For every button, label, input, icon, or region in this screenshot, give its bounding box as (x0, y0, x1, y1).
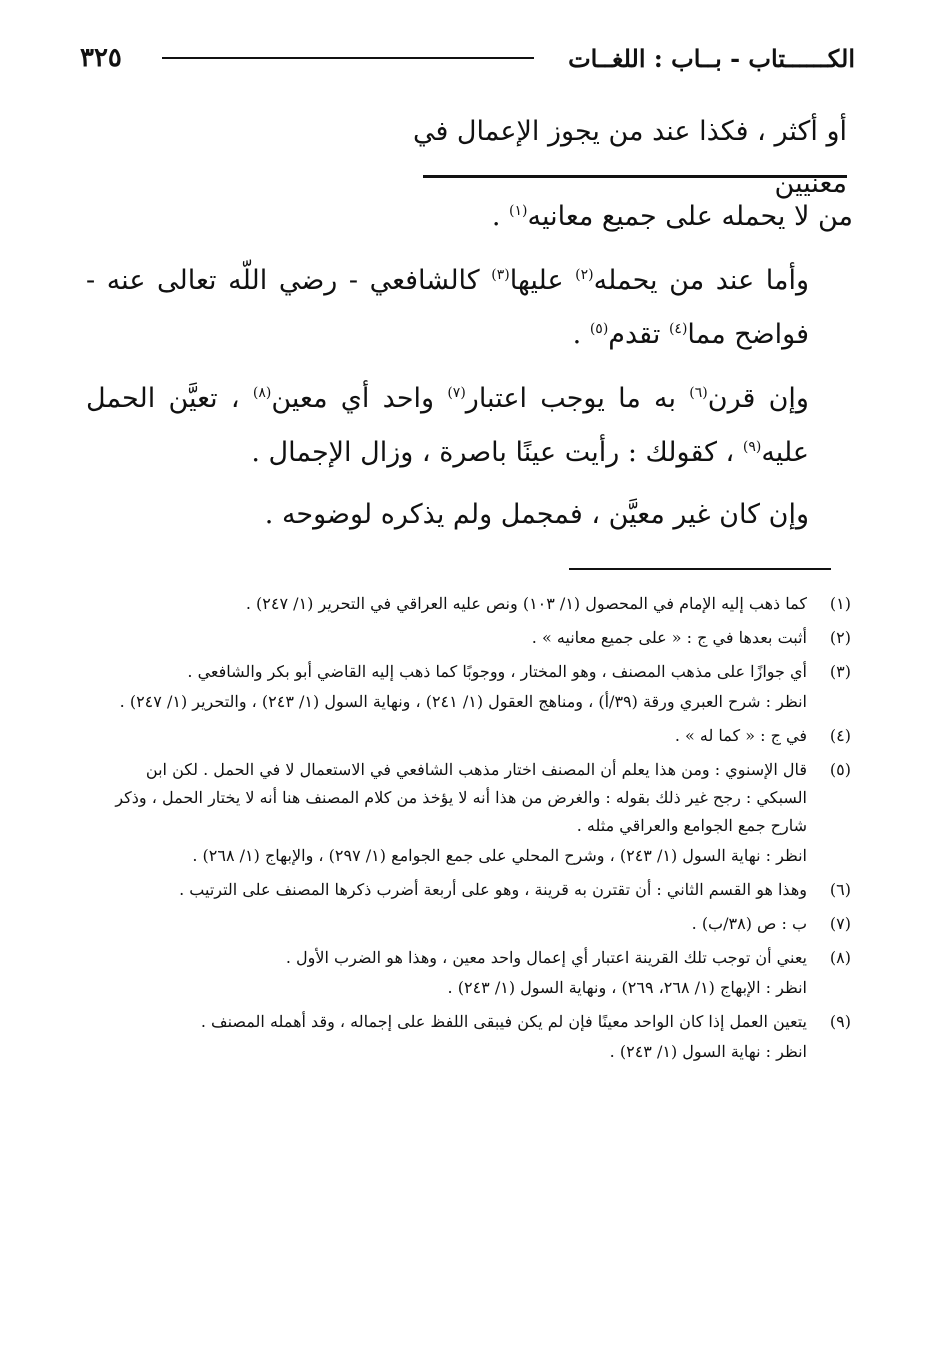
footnote-number: (٢) (829, 628, 851, 647)
footnote-text: أثبت بعدها في ج : « على جميع معانيه » . (531, 628, 807, 647)
footnote-ref-8[interactable]: (٨) (252, 385, 272, 401)
page-number: ٣٢٥ (80, 43, 122, 73)
footnote-ref-7[interactable]: (٧) (447, 385, 466, 401)
footnote-number: (٨) (829, 948, 851, 967)
footnote-ref-3[interactable]: (٣) (491, 267, 510, 283)
footnote-citation: انظر : نهاية السول (١/ ٢٤٣) . (609, 1042, 807, 1061)
footnote-number: (٣) (829, 662, 851, 681)
commentary-paragraph-1: من لا يحمله على جميع معانيه$^{(١)}$ . (491, 201, 853, 232)
page-header (80, 38, 855, 78)
footnote-number: (٥) (829, 760, 851, 779)
footnote-ref-6[interactable]: (٦) (689, 385, 708, 401)
footnote-7 (92, 910, 851, 938)
footnote-1 (92, 590, 851, 618)
footnote-text: قال الإسنوي : ومن هذا يعلم أن المصنف اختار مذهب الشافعي في الاستعمال لا في الحمل . لكن ابن السبكي : رجح غير ذلك بقوله : والغرض من هذا أنه لا يؤخذ من كلام المصنف هنا أنه لا يختار الحمل ، وذكر شارح جمع الجوامع والعراقي مثله . (115, 760, 807, 835)
footnote-text: أي جوازًا على مذهب المصنف ، وهو المختار ، ووجوبًا كما ذهب إليه القاضي أبو بكر والشافعي . (187, 662, 807, 681)
footnote-citation: انظر : شرح العبري ورقة (٣٩/أ) ، ومناهج العقول (١/ ٢٤١) ، ونهاية السول (١/ ٢٤٣) ، والتحرير (١/ ٢٤٧) . (119, 692, 807, 711)
running-title: الكــــــتاب - بــاب : اللغــات (568, 43, 855, 73)
commentary-paragraph-3: وإن قرن$^{(٦)}$ به ما يوجب اعتبار$^{(٧)}$ واحد أي معين$^{(٨)}$ ، تعيَّن الحمل عليه$^{(٩)}$ ، كقولك : رأيت عينًا باصرة ، وزال الإجمال . (86, 383, 809, 468)
footnote-number: (٤) (829, 726, 851, 745)
footnote-number: (٦) (829, 880, 851, 899)
footnote-ref-4[interactable]: (٤) (668, 321, 688, 337)
footnote-ref-2[interactable]: (٢) (575, 267, 594, 283)
footnote-9 (92, 1008, 851, 1066)
footnote-number: (٩) (829, 1012, 851, 1031)
commentary (86, 190, 853, 542)
footnote-6 (92, 876, 851, 904)
commentary-paragraph-4: وإن كان غير معيَّن ، فمجمل ولم يذكره لوضوحه . (264, 499, 809, 530)
header-rule (162, 57, 534, 59)
footnote-3 (92, 658, 851, 716)
footnote-4 (92, 722, 851, 750)
footnote-number: (٧) (829, 914, 851, 933)
commentary-paragraph-2: وأما عند من يحمله$^{(٢)}$ عليها$^{(٣)}$ كالشافعي - رضي اللّه تعالى عنه - فواضح مما$^{(٤)}$ تقدم$^{(٥)}$ . (86, 265, 809, 350)
footnote-citation: انظر : نهاية السول (١/ ٢٤٣) ، وشرح المحلي على جمع الجوامع (١/ ٢٩٧) ، والإبهاج (١/ ٢٦٨) . (192, 846, 807, 865)
footnote-text: ب : ص (٣٨/ب) . (691, 914, 807, 933)
matn-separator (423, 175, 847, 178)
footnote-ref-5[interactable]: (٥) (589, 321, 609, 337)
footnotes (92, 590, 851, 1072)
footnote-separator (569, 568, 831, 570)
footnote-5 (92, 756, 851, 870)
footnote-ref-9[interactable]: (٩) (742, 439, 762, 455)
footnote-2 (92, 624, 851, 652)
footnote-text: كما ذهب إليه الإمام في المحصول (١/ ١٠٣) ونص عليه العراقي في التحرير (١/ ٢٤٧) . (245, 594, 807, 613)
footnote-text: يتعين العمل إذا كان الواحد معينًا فإن لم يكن فيبقى اللفظ على إجماله ، وقد أهمله المصنف . (200, 1012, 807, 1031)
footnote-number: (١) (829, 594, 851, 613)
footnote-ref-1[interactable]: (١) (509, 203, 528, 219)
matn-text: أو أكثر ، فكذا عند من يجوز الإعمال في معنيين (412, 116, 847, 199)
footnote-text: في ج : « كما له » . (674, 726, 807, 745)
footnote-text: يعني أن توجب تلك القرينة اعتبار أي إعمال واحد معين ، وهذا هو الضرب الأول . (285, 948, 807, 967)
footnote-citation: انظر : الإبهاج (١/ ٢٦٨، ٢٦٩) ، ونهاية السول (١/ ٢٤٣) . (447, 978, 807, 997)
footnote-8 (92, 944, 851, 1002)
footnote-text: وهذا هو القسم الثاني : أن تقترن به قرينة ، وهو على أربعة أضرب ذكرها المصنف على الترتيب . (179, 880, 807, 899)
